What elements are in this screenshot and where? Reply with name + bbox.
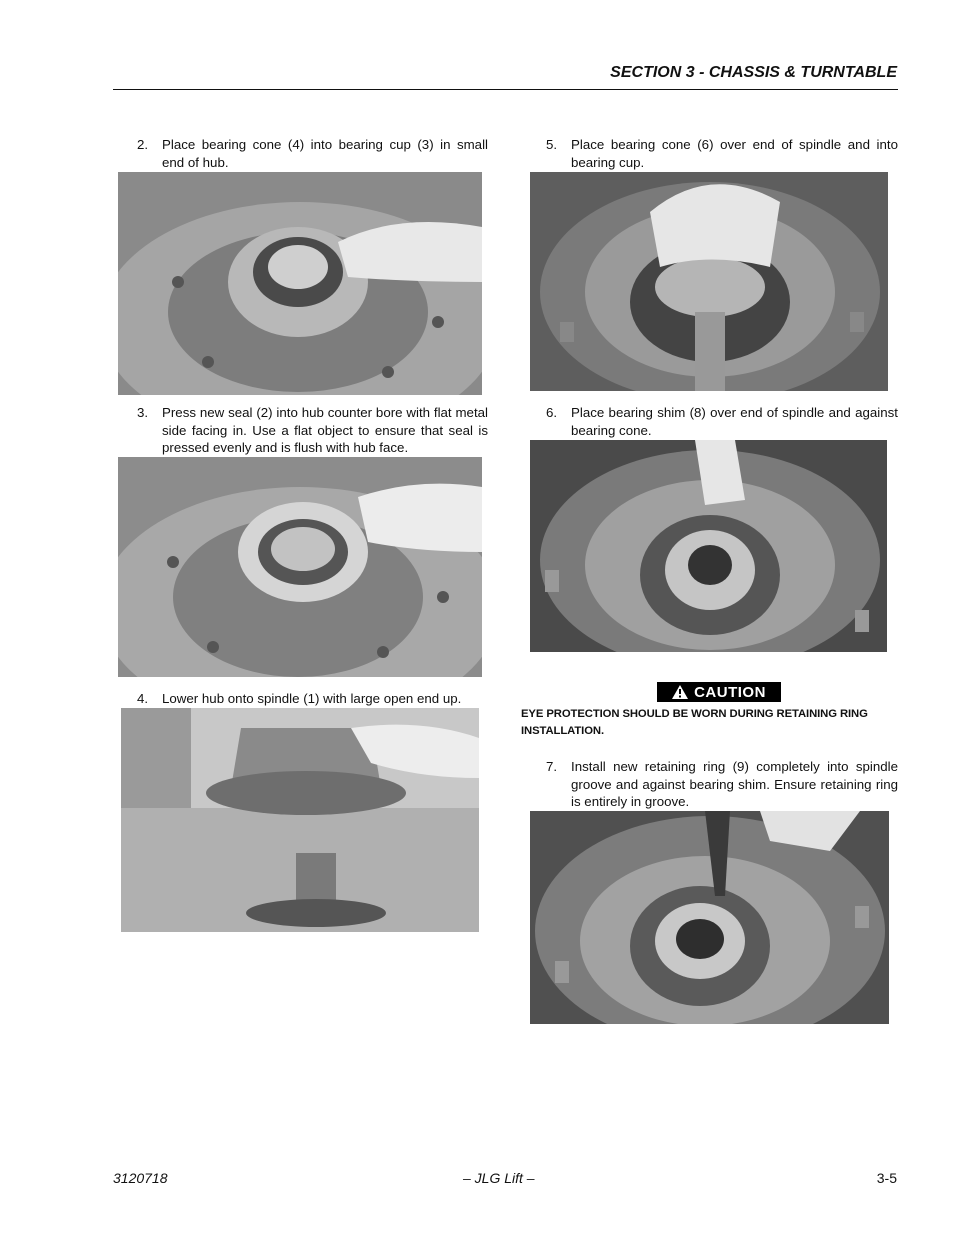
step-4 <box>137 690 488 708</box>
step-text: Lower hub onto spindle (1) with large open end up. <box>162 691 462 706</box>
photo-bearing-shim <box>530 440 887 652</box>
step-number: 6. <box>546 405 558 420</box>
step-number: 4. <box>137 691 149 706</box>
step-7 <box>546 758 898 811</box>
step-number: 5. <box>546 137 558 152</box>
caution-label <box>657 682 781 702</box>
step-5 <box>546 136 898 171</box>
photo-bearing-cone-into-cup <box>118 172 482 395</box>
photo-bearing-cone-over-spindle <box>530 172 888 391</box>
header-rule <box>113 89 898 90</box>
doc-number: 3120718 <box>113 1170 168 1186</box>
caution-message: EYE PROTECTION SHOULD BE WORN DURING RETAINING RING INSTALLATION. <box>521 708 868 737</box>
step-text: Place bearing cone (4) into bearing cup (3) in small end of hub. <box>162 137 488 170</box>
caution-label-text: CAUTION <box>694 683 766 701</box>
photo-seal-into-counter-bore <box>118 457 482 677</box>
step-number: 2. <box>137 137 149 152</box>
photo-retaining-ring <box>530 811 889 1024</box>
step-6 <box>546 404 898 439</box>
step-text: Place bearing cone (6) over end of spindle and into bearing cup. <box>571 137 898 170</box>
step-text: Place bearing shim (8) over end of spindle and against bearing cone. <box>571 405 898 438</box>
page-number: 3-5 <box>876 1170 897 1186</box>
step-3 <box>137 404 488 457</box>
section-title: SECTION 3 - CHASSIS & TURNTABLE <box>610 64 897 81</box>
step-number: 3. <box>137 405 149 420</box>
photo-hub-onto-spindle <box>121 708 479 932</box>
footer-brand: – JLG Lift – <box>463 1170 535 1186</box>
step-text: Press new seal (2) into hub counter bore with flat metal side facing in. Use a flat object to ensure that seal is pressed evenly and is flush with hub face. <box>162 405 488 455</box>
step-text: Install new retaining ring (9) completely into spindle groove and against bearing shim. Ensure retaining ring is entirely in groove. <box>571 759 898 809</box>
step-number: 7. <box>546 759 558 774</box>
step-2 <box>137 136 488 171</box>
warning-triangle-icon <box>672 685 688 699</box>
